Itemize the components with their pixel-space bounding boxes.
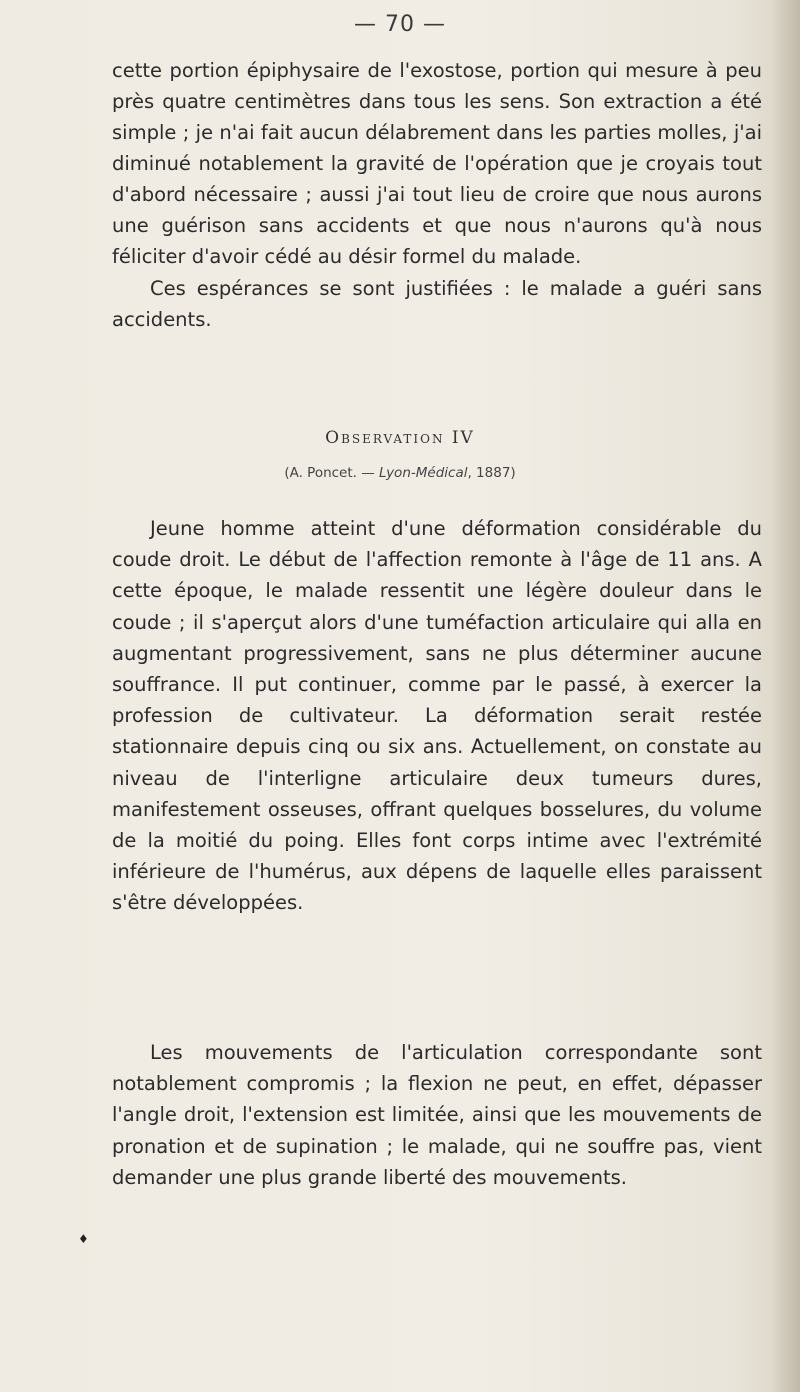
paragraph-outcome	[112, 273, 762, 335]
reference-author: (A. Poncet. —	[284, 465, 380, 481]
reference-year: , 1887)	[467, 465, 516, 481]
paragraph-continuation	[112, 55, 762, 272]
page-number: — 70 —	[354, 12, 446, 37]
paragraph-text: cette portion épiphysaire de l'exostose, portion qui mesure à peu près quatre centimètres dans tous les sens. Son extraction a été simple ; je n'ai fait aucun délabrement dans les parties molles, j'ai diminué notablement la gravité de l'opération que je croyais tout d'abord nécessaire ; aussi j'ai tout lieu de croire que nous aurons une guérison sans accidents et que nous n'aurons qu'à nous féliciter d'avoir cédé au désir formel du malade.	[112, 59, 762, 268]
reference-journal: Lyon-Médical	[379, 465, 468, 481]
paragraph-case-description	[112, 513, 762, 919]
paragraph-text: Ces espérances se sont justifiées : le malade a guéri sans accidents.	[112, 277, 762, 331]
paragraph-text: Les mouvements de l'articulation correspondante sont notablement compromis ; la flexion ne peut, en effet, dépasser l'angle droit, l'extension est limitée, ainsi que les mouvements de pronation et de supination ; le malade, qui ne souffre pas, vient demander une plus grande liberté des mouvements.	[112, 1041, 762, 1189]
ink-mark: ♦	[78, 1232, 89, 1246]
paragraph-movements	[112, 1037, 762, 1193]
paragraph-text: Jeune homme atteint d'une déformation considérable du coude droit. Le début de l'affection remonte à l'âge de 11 ans. A cette époque, le malade ressentit une légère douleur dans le coude ; il s'aperçut alors d'une tuméfaction articulaire qui alla en augmentant progressivement, sans ne plus déterminer aucune souffrance. Il put continuer, comme par le passé, à exercer la profession de cultivateur. La déformation serait restée stationnaire depuis cinq ou six ans. Actuellement, on constate au niveau de l'interligne articulaire deux tumeurs dures, manifestement osseuses, offrant quelques bosselures, du volume de la moitié du poing. Elles font corps intime avec l'extrémité inférieure de l'humérus, aux dépens de laquelle elles paraissent s'être développées.	[112, 517, 762, 915]
observation-heading: Observation IV	[325, 428, 475, 448]
page-edge-shadow	[772, 0, 800, 1392]
observation-reference	[0, 465, 800, 481]
